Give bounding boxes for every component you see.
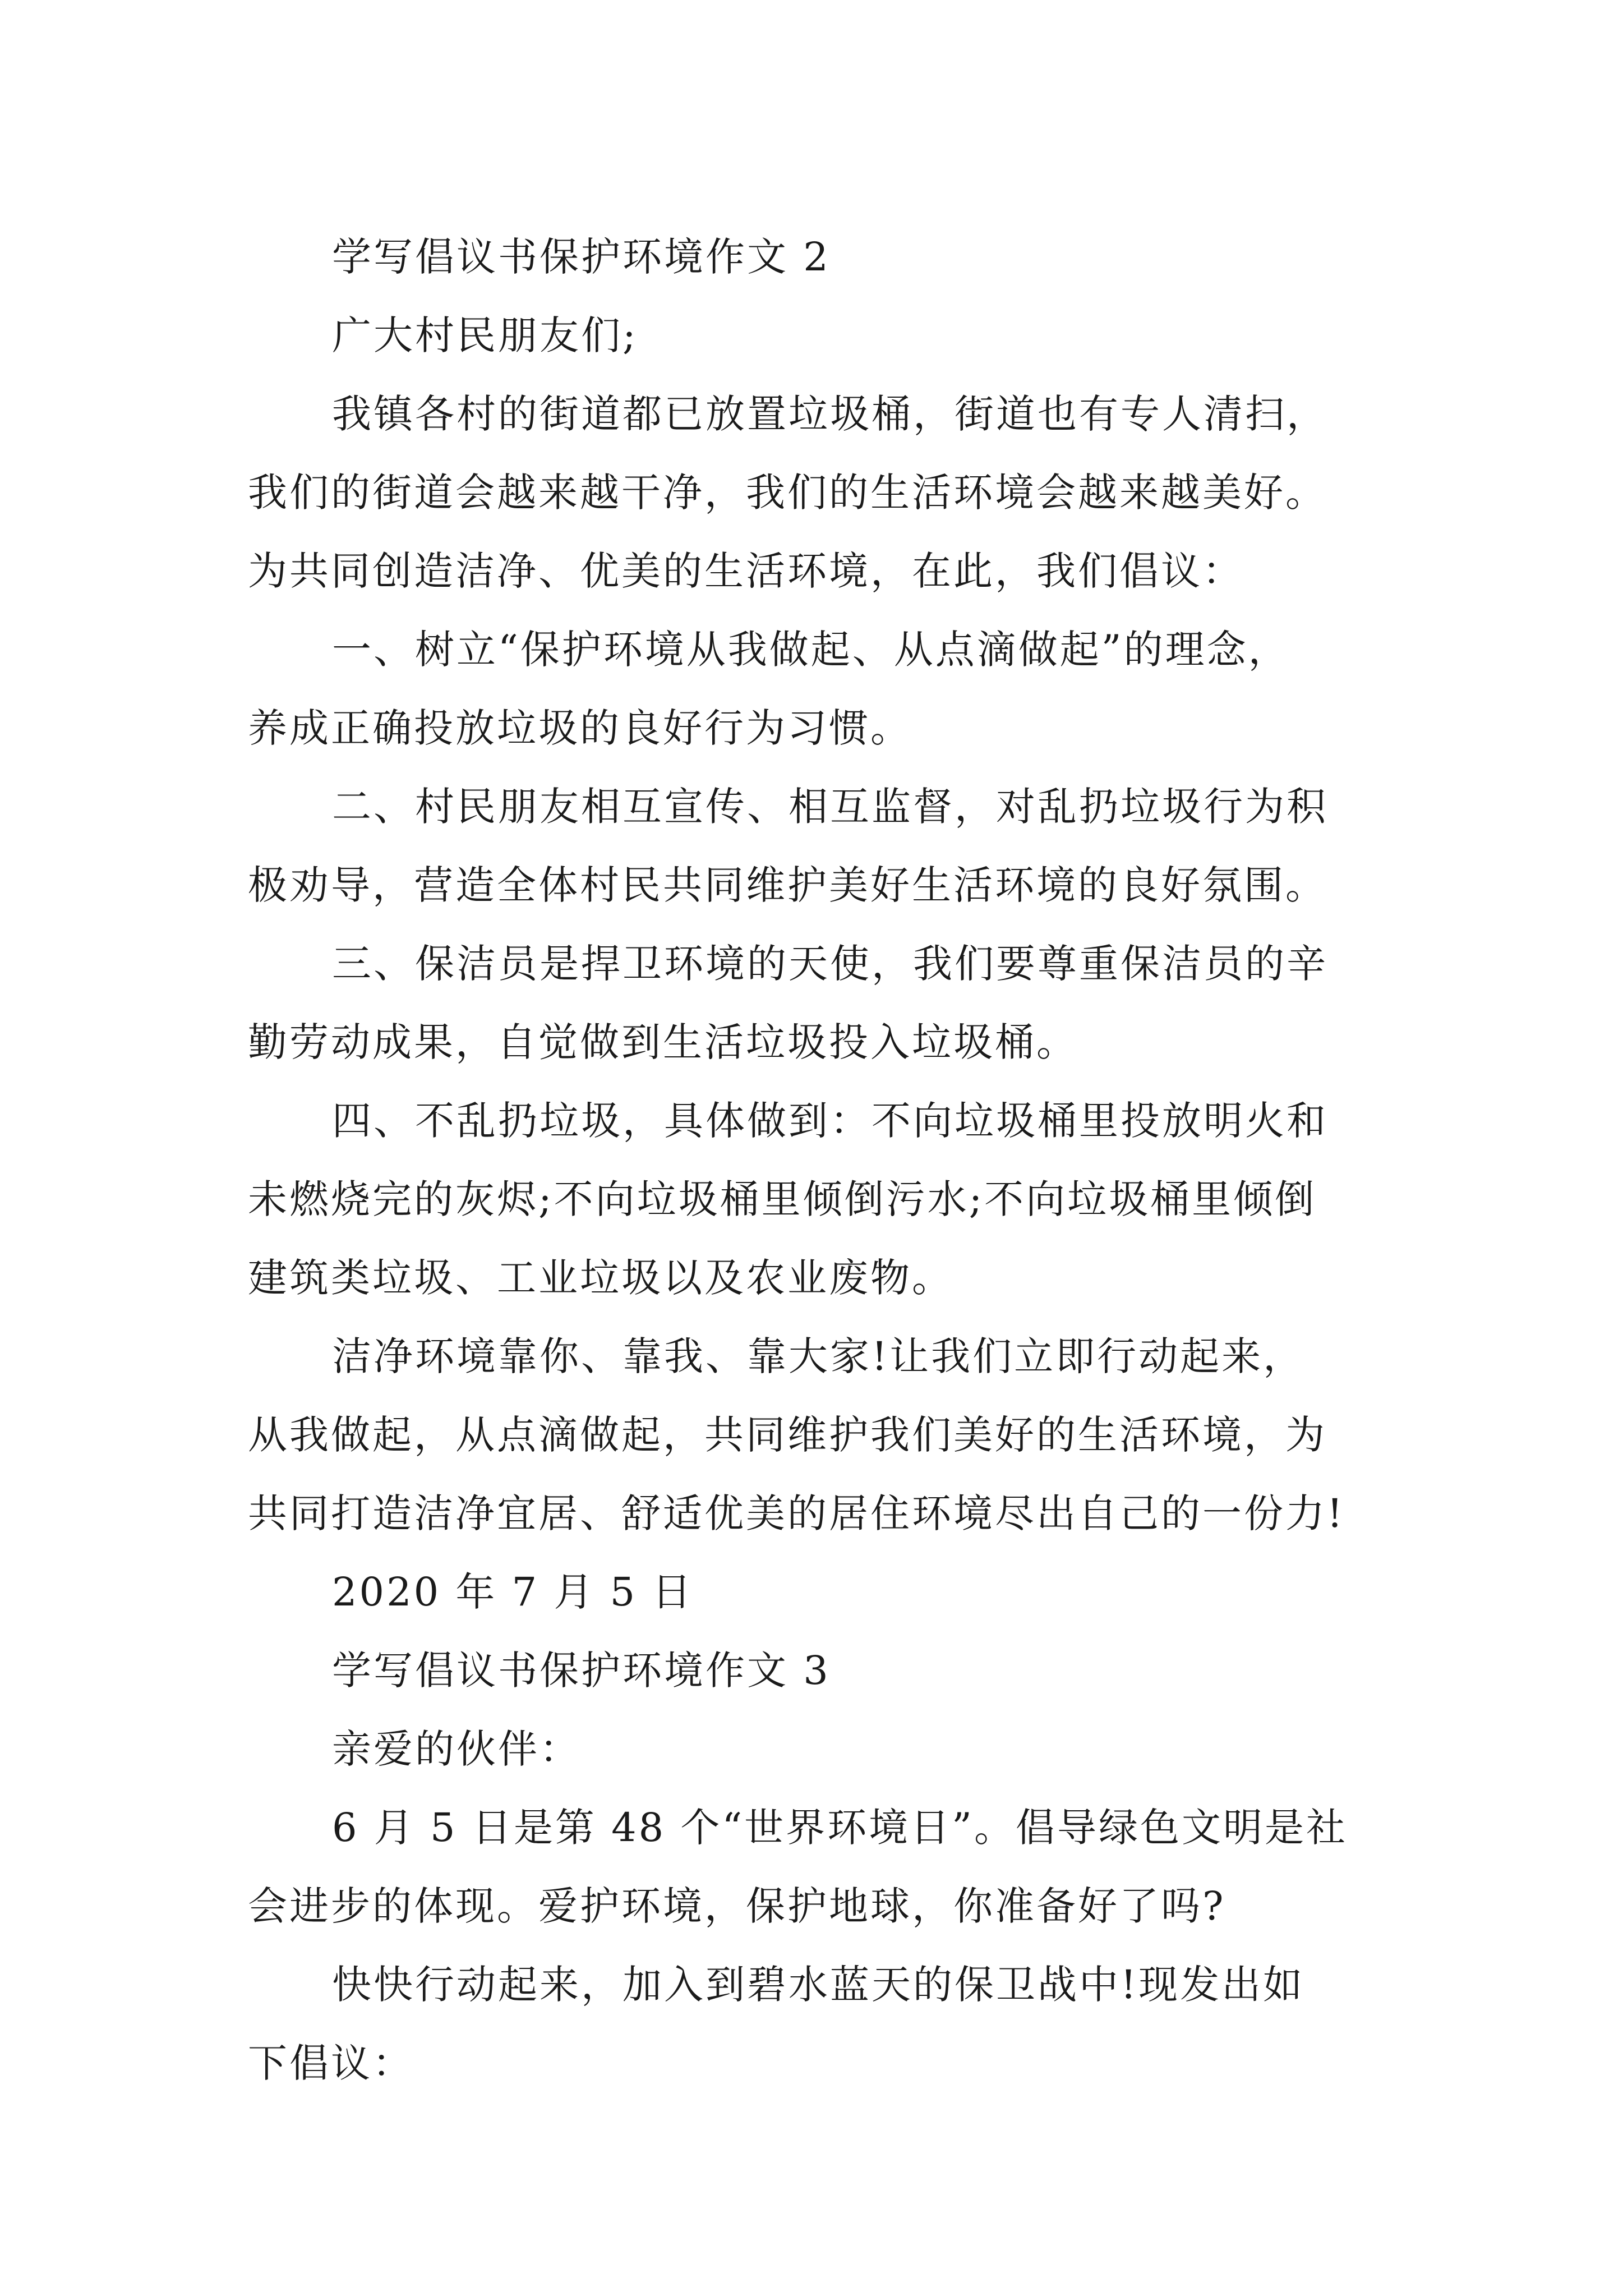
text-line: 我镇各村的街道都已放置垃圾桶，街道也有专人清扫， <box>332 391 1328 437</box>
text-line: 学写倡议书保护环境作文 2 <box>332 234 831 280</box>
text-line: 一、树立“保护环境从我做起、从点滴做起”的理念， <box>332 627 1290 673</box>
text-line: 下倡议： <box>248 2040 414 2086</box>
text-line: 建筑类垃圾、工业垃圾以及农业废物。 <box>248 1255 953 1301</box>
text-line: 我们的街道会越来越干净，我们的生活环境会越来越美好。 <box>248 470 1327 516</box>
text-line: 三、保洁员是捍卫环境的天使，我们要尊重保洁员的辛 <box>332 941 1328 987</box>
text-line: 养成正确投放垃圾的良好行为习惯。 <box>248 705 912 751</box>
text-line: 极劝导，营造全体村民共同维护美好生活环境的良好氛围。 <box>248 862 1327 908</box>
text-line: 快快行动起来，加入到碧水蓝天的保卫战中!现发出如 <box>332 1962 1305 2008</box>
text-line: 二、村民朋友相互宣传、相互监督，对乱扔垃圾行为积 <box>332 784 1328 830</box>
text-line: 2020 年 7 月 5 日 <box>332 1569 694 1615</box>
text-line: 洁净环境靠你、靠我、靠大家!让我们立即行动起来， <box>332 1333 1305 1379</box>
document-body <box>248 218 1403 2102</box>
text-line: 广大村民朋友们; <box>332 312 638 358</box>
text-line: 未燃烧完的灰烬;不向垃圾桶里倾倒污水;不向垃圾桶里倾倒 <box>248 1176 1317 1222</box>
text-line: 四、不乱扔垃圾，具体做到：不向垃圾桶里投放明火和 <box>332 1098 1328 1144</box>
text-line: 从我做起，从点滴做起，共同维护我们美好的生活环境，为 <box>248 1412 1327 1458</box>
text-line: 亲爱的伙伴： <box>332 1726 581 1772</box>
text-line: 学写倡议书保护环境作文 3 <box>332 1648 831 1694</box>
text-line: 6 月 5 日是第 48 个“世界环境日”。倡导绿色文明是社 <box>332 1805 1348 1851</box>
text-line: 共同打造洁净宜居、舒适优美的居住环境尽出自己的一份力! <box>248 1490 1345 1536</box>
text-line: 为共同创造洁净、优美的生活环境，在此，我们倡议： <box>248 548 1244 594</box>
text-line: 勤劳动成果，自觉做到生活垃圾投入垃圾桶。 <box>248 1019 1078 1065</box>
text-line: 会进步的体现。爱护环境，保护地球，你准备好了吗? <box>248 1883 1226 1929</box>
